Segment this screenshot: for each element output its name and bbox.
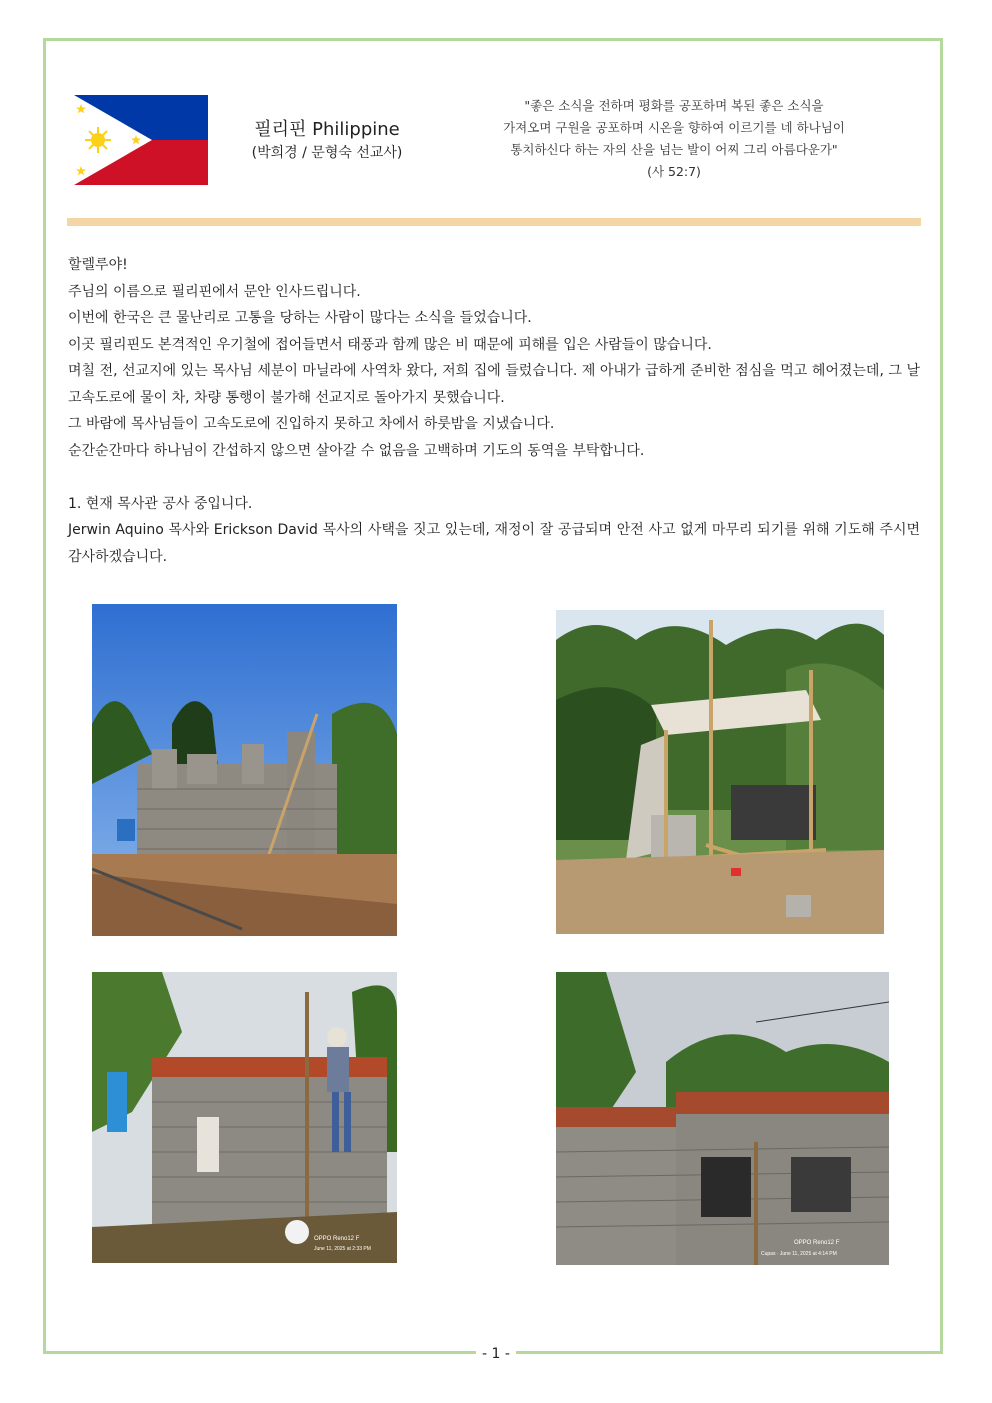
section-text: Jerwin Aquino 목사와 Erickson David 목사의 사택을 짓고 있는데, 재정이 잘 공급되며 안전 사고 없게 마무리 되기를 위해 기도해 주시면 감사하겠습니다. bbox=[68, 522, 920, 565]
paragraph: 이번에 한국은 큰 물난리로 고통을 당하는 사람이 많다는 소식을 들었습니다. bbox=[68, 310, 532, 326]
verse-line: "좋은 소식을 전하며 평화를 공포하며 복된 좋은 소식을 bbox=[524, 98, 824, 113]
verse-line: 가져오며 구원을 공포하며 시온을 향하여 이르기를 네 하나님이 bbox=[503, 120, 845, 135]
paragraph: 그 바람에 목사님들이 고속도로에 진입하지 못하고 차에서 하룻밤을 지냈습니다. bbox=[68, 416, 555, 432]
section-title: 1. 현재 목사관 공사 중입니다. bbox=[68, 495, 253, 512]
photo-watermark-line2: Cupas · June 11, 2025 at 4:14 PM bbox=[761, 1251, 837, 1257]
header-divider bbox=[67, 218, 921, 226]
verse-reference: (사 52:7) bbox=[647, 164, 701, 179]
photo-watermark-line1: OPPO Reno12 F bbox=[314, 1236, 360, 1242]
country-name: 필리핀 Philippine bbox=[254, 119, 400, 140]
photo-watermark-line2: June 11, 2025 at 2:33 PM bbox=[314, 1246, 371, 1252]
paragraph: 며칠 전, 선교지에 있는 목사님 세분이 마닐라에 사역차 왔다, 저희 집에 들렀습니다. 제 아내가 급하게 준비한 점심을 먹고 헤어졌는데, 그 날 고속도로에 물이 차, 차량 통행이 불가해 선교지로 돌아가지 못했습니다. bbox=[68, 363, 920, 406]
philippine-flag-icon bbox=[74, 95, 208, 185]
photo-block-house bbox=[556, 972, 889, 1265]
photo-bamboo-shelter bbox=[556, 610, 884, 934]
missionary-names: (박희경 / 문형숙 선교사) bbox=[251, 145, 403, 161]
header-title bbox=[222, 118, 432, 164]
paragraph: 이곳 필리핀도 본격적인 우기철에 접어들면서 태풍과 함께 많은 비 때문에 피해를 입은 사람들이 많습니다. bbox=[68, 336, 712, 353]
letter-body bbox=[68, 252, 920, 570]
page-number bbox=[0, 1346, 992, 1362]
paragraph: 순간순간마다 하나님이 간섭하지 않으면 살아갈 수 없음을 고백하며 기도의 동역을 부탁합니다. bbox=[68, 442, 645, 459]
photo-worker-on-wall bbox=[92, 972, 397, 1263]
bible-verse bbox=[440, 95, 908, 183]
paragraph: 주님의 이름으로 필리핀에서 문안 인사드립니다. bbox=[68, 283, 361, 300]
verse-line: 통치하신다 하는 자의 산을 넘는 발이 어찌 그리 아름다운가" bbox=[510, 142, 838, 157]
page-number-label: - 1 - bbox=[476, 1346, 516, 1362]
photo-block-wall bbox=[92, 604, 397, 936]
greeting: 할렐루야! bbox=[68, 257, 128, 273]
photo-watermark-line1: OPPO Reno12 F bbox=[794, 1240, 840, 1246]
